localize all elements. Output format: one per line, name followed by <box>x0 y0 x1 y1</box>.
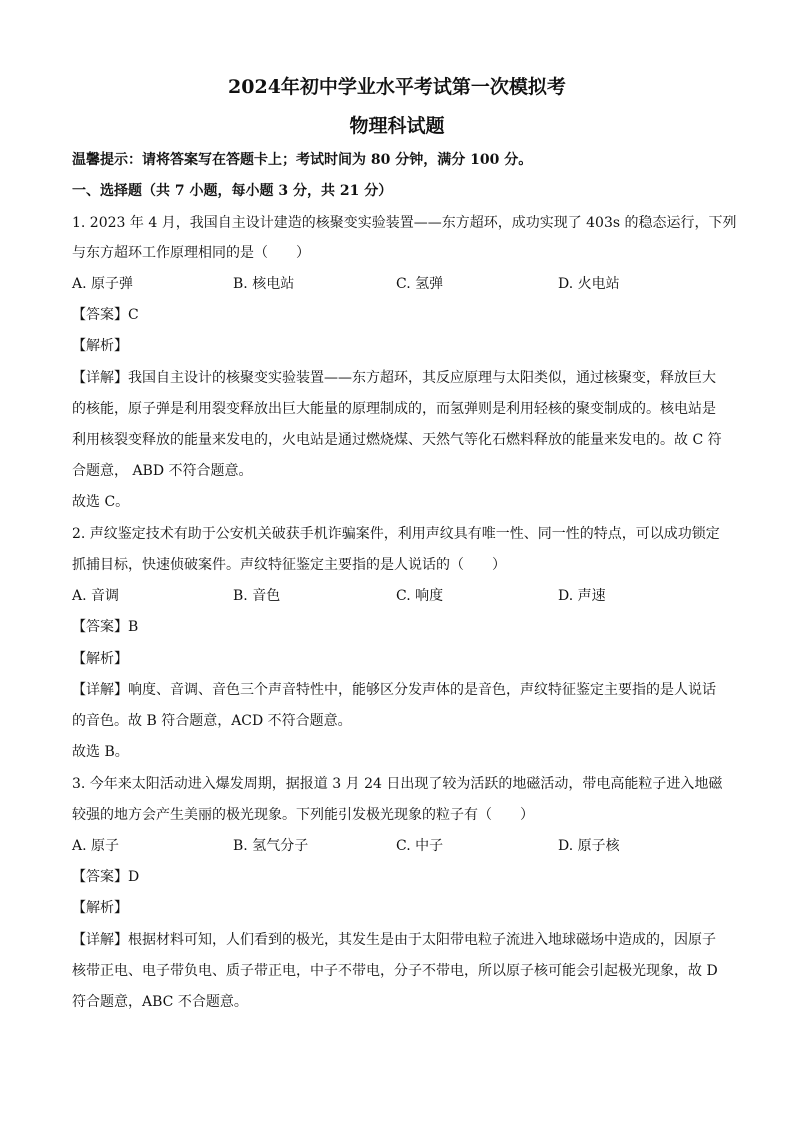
q3-detail-line2: 核带正电、电子带负电、质子带正电，中子不带电，分子不带电，所以原子核可能会引起极光现象，故 D <box>72 963 718 979</box>
q1-option-a: A. 原子弹 <box>72 276 134 292</box>
q2-detail-line1: 【详解】响度、音调、音色三个声音特性中，能够区分发声体的是音色，声纹特征鉴定主要指的是人说话 <box>72 682 716 698</box>
q3-detail-line1: 【详解】根据材料可知，人们看到的极光，其发生是由于太阳带电粒子流进入地球磁场中造成的，因原子 <box>72 932 716 948</box>
q1-option-c: C. 氢弹 <box>396 276 444 292</box>
section-heading-choice: 一、选择题（共 7 小题，每小题 3 分，共 21 分） <box>72 183 393 199</box>
q1-stem-line1: 1. 2023 年 4 月，我国自主设计建造的核聚变实验装置——东方超环，成功实现了 403s 的稳态运行，下列 <box>72 215 737 231</box>
q1-stem-line2: 与东方超环工作原理相同的是（ ） <box>72 245 310 261</box>
q1-analysis-label: 【解析】 <box>72 338 128 354</box>
q3-option-c: C. 中子 <box>396 838 444 854</box>
q1-option-d: D. 火电站 <box>558 276 620 292</box>
q1-detail-line3: 利用核裂变释放的能量来发电的，火电站是通过燃烧煤、天然气等化石燃料释放的能量来发电的。故 C 符 <box>72 432 722 448</box>
page-title: 2024年初中学业水平考试第一次模拟考 <box>228 76 566 98</box>
q2-option-d: D. 声速 <box>558 588 606 604</box>
q2-analysis-label: 【解析】 <box>72 651 128 667</box>
q3-option-b: B. 氢气分子 <box>233 838 309 854</box>
q2-option-a: A. 音调 <box>72 588 120 604</box>
q3-answer: 【答案】D <box>72 869 140 885</box>
q2-detail-line2: 的音色。故 B 符合题意，ACD 不符合题意。 <box>72 713 352 729</box>
q2-option-c: C. 响度 <box>396 588 444 604</box>
q2-answer: 【答案】B <box>72 619 139 635</box>
q3-detail-line3: 符合题意，ABC 不合题意。 <box>72 994 248 1010</box>
q3-stem-line1: 3. 今年来太阳活动进入爆发周期，据报道 3 月 24 日出现了较为活跃的地磁活动，带电高能粒子进入地磁 <box>72 776 723 792</box>
q3-option-a: A. 原子 <box>72 838 120 854</box>
q2-conclusion: 故选 B。 <box>72 744 129 760</box>
q1-conclusion: 故选 C。 <box>72 494 130 510</box>
q3-stem-line2: 较强的地方会产生美丽的极光现象。下列能引发极光现象的粒子有（ ） <box>72 807 534 823</box>
q1-answer: 【答案】C <box>72 307 139 323</box>
page-subtitle: 物理科试题 <box>349 115 445 137</box>
q2-stem-line2: 抓捕目标，快速侦破案件。声纹特征鉴定主要指的是人说话的（ ） <box>72 557 506 573</box>
q1-detail-line4: 合题意， ABD 不符合题意。 <box>72 463 253 479</box>
q2-stem-line1: 2. 声纹鉴定技术有助于公安机关破获手机诈骗案件，利用声纹具有唯一性、同一性的特点，可以成功锁定 <box>72 526 720 542</box>
exam-notice: 温馨提示：请将答案写在答题卡上；考试时间为 80 分钟，满分 100 分。 <box>72 152 533 168</box>
q1-detail-line1: 【详解】我国自主设计的核聚变实验装置——东方超环，其反应原理与太阳类似，通过核聚变，释放巨大 <box>72 370 716 386</box>
q2-option-b: B. 音色 <box>233 588 281 604</box>
q3-analysis-label: 【解析】 <box>72 900 128 916</box>
q1-option-b: B. 核电站 <box>233 276 295 292</box>
q3-option-d: D. 原子核 <box>558 838 620 854</box>
q1-detail-line2: 的核能，原子弹是利用裂变释放出巨大能量的原理制成的，而氢弹则是利用轻核的聚变制成的。核电站是 <box>72 401 716 417</box>
